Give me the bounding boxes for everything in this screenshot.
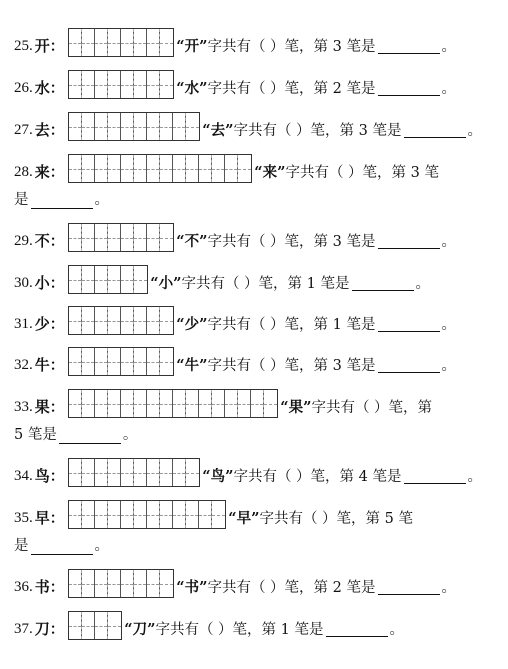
grid-cell[interactable]: [108, 29, 121, 56]
grid-cell[interactable]: [82, 307, 95, 334]
colon: ：: [49, 398, 65, 416]
grid-cell[interactable]: [69, 29, 82, 56]
grid-cell[interactable]: [82, 459, 95, 486]
grid-cell[interactable]: [121, 113, 134, 140]
grid-cell[interactable]: [95, 348, 108, 375]
target-character: 早: [34, 509, 50, 527]
grid-cell[interactable]: [173, 459, 186, 486]
grid-cell[interactable]: [225, 155, 238, 182]
period: 。: [441, 233, 457, 250]
quoted-character: “刀”: [124, 620, 156, 638]
grid-cell[interactable]: [69, 155, 82, 182]
grid-cell[interactable]: [147, 155, 160, 182]
question-text: 字共有（ ）笔，第 4 笔是: [233, 468, 402, 485]
period: 。: [467, 122, 483, 139]
question-line: [14, 112, 496, 138]
answer-blank[interactable]: [378, 360, 440, 373]
answer-blank[interactable]: [31, 542, 93, 555]
grid-cell[interactable]: [160, 390, 173, 417]
question-line: [14, 500, 496, 526]
stroke-writing-grid[interactable]: [68, 611, 122, 640]
quoted-character: “小”: [150, 274, 182, 292]
period: 。: [94, 192, 109, 208]
answer-blank[interactable]: [378, 41, 440, 54]
question-number: 30.: [14, 275, 33, 291]
grid-cell[interactable]: [69, 307, 82, 334]
stroke-writing-grid[interactable]: [68, 154, 252, 183]
grid-cell[interactable]: [95, 459, 108, 486]
grid-cell[interactable]: [108, 307, 121, 334]
grid-cell[interactable]: [186, 113, 199, 140]
period: 。: [122, 427, 138, 443]
grid-cell[interactable]: [186, 155, 199, 182]
grid-cell[interactable]: [121, 390, 134, 417]
period: 。: [441, 316, 457, 333]
answer-blank[interactable]: [404, 125, 466, 138]
grid-cell[interactable]: [134, 155, 147, 182]
stroke-writing-grid[interactable]: [68, 306, 174, 335]
stroke-writing-grid[interactable]: [68, 265, 148, 294]
question-number: 28.: [14, 164, 33, 180]
grid-cell[interactable]: [95, 155, 108, 182]
grid-cell[interactable]: [134, 113, 147, 140]
grid-cell[interactable]: [173, 390, 186, 417]
answer-blank[interactable]: [378, 582, 440, 595]
grid-cell[interactable]: [69, 71, 82, 98]
grid-cell[interactable]: [147, 390, 160, 417]
grid-cell[interactable]: [186, 459, 199, 486]
question-continuation: [14, 423, 137, 444]
stroke-writing-grid[interactable]: [68, 112, 200, 141]
colon: ：: [49, 37, 65, 55]
stroke-writing-grid[interactable]: [68, 500, 226, 529]
question-line: [14, 347, 496, 373]
question-line: [14, 154, 496, 180]
target-character: 少: [34, 315, 50, 333]
quoted-character: “鸟”: [202, 467, 234, 485]
question-text: 是: [14, 192, 29, 208]
grid-cell[interactable]: [147, 348, 160, 375]
grid-cell[interactable]: [134, 266, 147, 293]
answer-blank[interactable]: [378, 319, 440, 332]
grid-cell[interactable]: [238, 155, 251, 182]
grid-cell[interactable]: [82, 29, 95, 56]
grid-cell[interactable]: [95, 501, 108, 528]
grid-cell[interactable]: [225, 390, 238, 417]
colon: ：: [49, 232, 65, 250]
target-character: 鸟: [34, 467, 50, 485]
grid-cell[interactable]: [95, 266, 108, 293]
grid-cell[interactable]: [147, 29, 160, 56]
colon: ：: [49, 163, 65, 181]
grid-cell[interactable]: [108, 348, 121, 375]
quoted-character: “水”: [176, 79, 208, 97]
question-number: 27.: [14, 122, 33, 138]
grid-cell[interactable]: [69, 570, 82, 597]
colon: ：: [49, 467, 65, 485]
grid-cell[interactable]: [134, 501, 147, 528]
grid-cell[interactable]: [160, 459, 173, 486]
colon: ：: [49, 356, 65, 374]
question-line: [14, 569, 496, 595]
grid-cell[interactable]: [147, 459, 160, 486]
question-line: [14, 28, 496, 54]
colon: ：: [49, 620, 65, 638]
colon: ：: [49, 578, 65, 596]
target-character: 不: [34, 232, 50, 250]
period: 。: [467, 468, 483, 485]
answer-blank[interactable]: [352, 278, 414, 291]
question-text: 是: [14, 538, 29, 554]
grid-cell[interactable]: [121, 570, 134, 597]
grid-cell[interactable]: [95, 29, 108, 56]
grid-cell[interactable]: [82, 570, 95, 597]
grid-cell[interactable]: [134, 390, 147, 417]
grid-cell[interactable]: [108, 224, 121, 251]
grid-cell[interactable]: [108, 113, 121, 140]
quoted-character: “来”: [254, 163, 286, 181]
target-character: 去: [34, 121, 50, 139]
grid-cell[interactable]: [69, 390, 82, 417]
grid-cell[interactable]: [160, 71, 173, 98]
colon: ：: [49, 509, 65, 527]
grid-cell[interactable]: [173, 501, 186, 528]
grid-cell[interactable]: [147, 224, 160, 251]
quoted-character: “去”: [202, 121, 234, 139]
question-number: 32.: [14, 357, 33, 373]
grid-cell[interactable]: [69, 113, 82, 140]
quoted-character: “果”: [280, 398, 312, 416]
question-text: 字共有（ ）笔，第 5 笔: [259, 510, 414, 527]
grid-cell[interactable]: [82, 348, 95, 375]
question-number: 31.: [14, 316, 33, 332]
period: 。: [441, 80, 457, 97]
grid-cell[interactable]: [108, 570, 121, 597]
target-character: 刀: [34, 620, 50, 638]
grid-cell[interactable]: [212, 390, 225, 417]
grid-cell[interactable]: [82, 501, 95, 528]
question-text: 5 笔是: [14, 427, 57, 443]
grid-cell[interactable]: [251, 390, 264, 417]
question-line: [14, 70, 496, 96]
grid-cell[interactable]: [69, 266, 82, 293]
period: 。: [441, 579, 457, 596]
grid-cell[interactable]: [82, 390, 95, 417]
grid-cell[interactable]: [108, 155, 121, 182]
question-number: 33.: [14, 399, 33, 415]
grid-cell[interactable]: [147, 307, 160, 334]
question-number: 29.: [14, 233, 33, 249]
grid-cell[interactable]: [160, 113, 173, 140]
target-character: 果: [34, 398, 50, 416]
question-text: 字共有（ ）笔，第 1 笔是: [207, 316, 376, 333]
quoted-character: “不”: [176, 232, 208, 250]
colon: ：: [49, 121, 65, 139]
grid-cell[interactable]: [82, 113, 95, 140]
question-number: 37.: [14, 621, 33, 637]
grid-cell[interactable]: [69, 612, 82, 639]
stroke-writing-grid[interactable]: [68, 458, 200, 487]
grid-cell[interactable]: [134, 307, 147, 334]
grid-cell[interactable]: [69, 224, 82, 251]
grid-cell[interactable]: [134, 570, 147, 597]
question-number: 36.: [14, 579, 33, 595]
grid-cell[interactable]: [199, 390, 212, 417]
period: 。: [441, 357, 457, 374]
target-character: 牛: [34, 356, 50, 374]
grid-cell[interactable]: [199, 501, 212, 528]
grid-cell[interactable]: [95, 224, 108, 251]
grid-cell[interactable]: [95, 113, 108, 140]
grid-cell[interactable]: [121, 155, 134, 182]
target-character: 水: [34, 79, 50, 97]
grid-cell[interactable]: [82, 155, 95, 182]
grid-cell[interactable]: [82, 71, 95, 98]
question-text: 字共有（ ）笔，第 2 笔是: [207, 80, 376, 97]
question-line: [14, 611, 496, 637]
question-continuation: [14, 534, 109, 555]
grid-cell[interactable]: [121, 459, 134, 486]
stroke-writing-grid[interactable]: [68, 347, 174, 376]
grid-cell[interactable]: [108, 459, 121, 486]
target-character: 小: [34, 274, 50, 292]
answer-blank[interactable]: [326, 624, 388, 637]
period: 。: [94, 538, 109, 554]
grid-cell[interactable]: [160, 307, 173, 334]
grid-cell[interactable]: [121, 501, 134, 528]
grid-cell[interactable]: [95, 307, 108, 334]
grid-cell[interactable]: [121, 348, 134, 375]
grid-cell[interactable]: [147, 501, 160, 528]
grid-cell[interactable]: [186, 390, 199, 417]
quoted-character: “书”: [176, 578, 208, 596]
question-text: 字共有（ ）笔，第 3 笔是: [207, 38, 376, 55]
grid-cell[interactable]: [82, 612, 95, 639]
stroke-writing-grid[interactable]: [68, 389, 278, 418]
question-line: [14, 458, 496, 484]
grid-cell[interactable]: [160, 224, 173, 251]
stroke-writing-grid[interactable]: [68, 223, 174, 252]
grid-cell[interactable]: [108, 390, 121, 417]
question-text: 字共有（ ）笔，第 1 笔是: [155, 621, 324, 638]
grid-cell[interactable]: [160, 570, 173, 597]
stroke-writing-grid[interactable]: [68, 569, 174, 598]
grid-cell[interactable]: [147, 113, 160, 140]
grid-cell[interactable]: [134, 224, 147, 251]
grid-cell[interactable]: [69, 501, 82, 528]
question-number: 25.: [14, 38, 33, 54]
grid-cell[interactable]: [95, 612, 108, 639]
quoted-character: “牛”: [176, 356, 208, 374]
grid-cell[interactable]: [121, 266, 134, 293]
stroke-writing-grid[interactable]: [68, 70, 174, 99]
grid-cell[interactable]: [160, 501, 173, 528]
grid-cell[interactable]: [121, 71, 134, 98]
grid-cell[interactable]: [264, 390, 277, 417]
grid-cell[interactable]: [121, 224, 134, 251]
grid-cell[interactable]: [160, 155, 173, 182]
answer-blank[interactable]: [31, 196, 93, 209]
question-number: 34.: [14, 468, 33, 484]
colon: ：: [49, 79, 65, 97]
question-text: 字共有（ ）笔，第 3 笔是: [233, 122, 402, 139]
grid-cell[interactable]: [82, 266, 95, 293]
period: 。: [389, 621, 405, 638]
answer-blank[interactable]: [59, 431, 121, 444]
colon: ：: [49, 315, 65, 333]
answer-blank[interactable]: [404, 471, 466, 484]
grid-cell[interactable]: [69, 348, 82, 375]
grid-cell[interactable]: [160, 29, 173, 56]
grid-cell[interactable]: [82, 224, 95, 251]
grid-cell[interactable]: [95, 570, 108, 597]
question-number: 35.: [14, 510, 33, 526]
colon: ：: [49, 274, 65, 292]
question-number: 26.: [14, 80, 33, 96]
answer-blank[interactable]: [378, 236, 440, 249]
grid-cell[interactable]: [95, 71, 108, 98]
quoted-character: “开”: [176, 37, 208, 55]
grid-cell[interactable]: [108, 266, 121, 293]
question-text: 字共有（ ）笔，第: [311, 399, 433, 416]
quoted-character: “早”: [228, 509, 260, 527]
grid-cell[interactable]: [147, 71, 160, 98]
quoted-character: “少”: [176, 315, 208, 333]
grid-cell[interactable]: [199, 155, 212, 182]
grid-cell[interactable]: [134, 348, 147, 375]
grid-cell[interactable]: [238, 390, 251, 417]
target-character: 来: [34, 163, 50, 181]
question-line: [14, 223, 496, 249]
grid-cell[interactable]: [186, 501, 199, 528]
question-text: 字共有（ ）笔，第 3 笔是: [207, 233, 376, 250]
grid-cell[interactable]: [173, 113, 186, 140]
target-character: 开: [34, 37, 50, 55]
grid-cell[interactable]: [108, 501, 121, 528]
question-line: [14, 265, 496, 291]
grid-cell[interactable]: [134, 71, 147, 98]
period: 。: [415, 275, 431, 292]
stroke-writing-grid[interactable]: [68, 28, 174, 57]
grid-cell[interactable]: [108, 612, 121, 639]
question-text: 字共有（ ）笔，第 2 笔是: [207, 579, 376, 596]
grid-cell[interactable]: [134, 459, 147, 486]
grid-cell[interactable]: [95, 390, 108, 417]
question-continuation: [14, 188, 109, 209]
answer-blank[interactable]: [378, 83, 440, 96]
question-line: [14, 306, 496, 332]
grid-cell[interactable]: [212, 155, 225, 182]
grid-cell[interactable]: [69, 459, 82, 486]
grid-cell[interactable]: [212, 501, 225, 528]
question-text: 字共有（ ）笔，第 3 笔是: [207, 357, 376, 374]
grid-cell[interactable]: [134, 29, 147, 56]
grid-cell[interactable]: [108, 71, 121, 98]
grid-cell[interactable]: [173, 155, 186, 182]
target-character: 书: [34, 578, 50, 596]
period: 。: [441, 38, 457, 55]
question-text: 字共有（ ）笔，第 1 笔是: [181, 275, 350, 292]
question-text: 字共有（ ）笔，第 3 笔: [285, 164, 440, 181]
grid-cell[interactable]: [121, 29, 134, 56]
grid-cell[interactable]: [147, 570, 160, 597]
grid-cell[interactable]: [121, 307, 134, 334]
grid-cell[interactable]: [160, 348, 173, 375]
question-line: [14, 389, 496, 415]
